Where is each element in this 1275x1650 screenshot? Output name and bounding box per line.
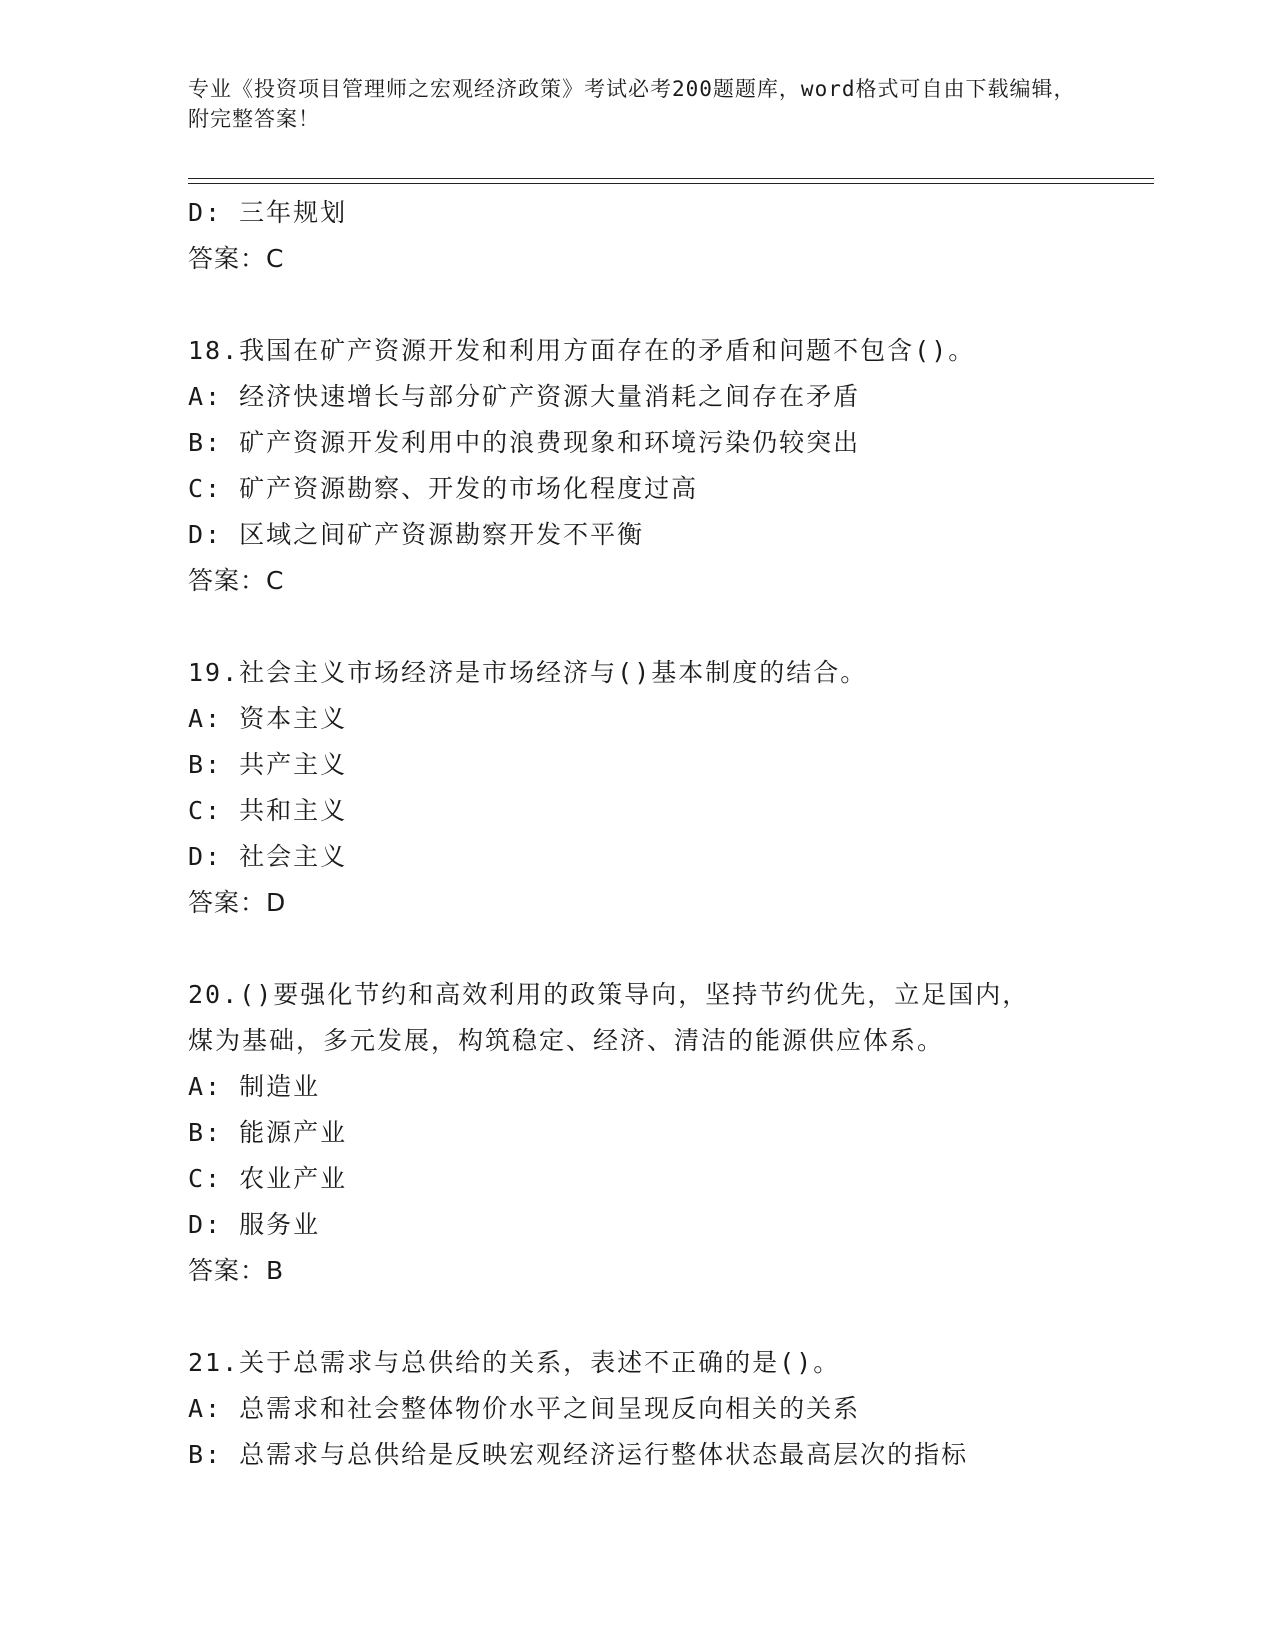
question-stem: 18.我国在矿产资源开发和利用方面存在的矛盾和问题不包含()。 bbox=[188, 336, 976, 365]
option-line: A: 总需求和社会整体物价水平之间呈现反向相关的关系 bbox=[188, 1394, 861, 1423]
header-divider-bottom bbox=[188, 183, 1154, 184]
option-line: B: 能源产业 bbox=[188, 1118, 348, 1147]
question-stem: 19.社会主义市场经济是市场经济与()基本制度的结合。 bbox=[188, 658, 868, 687]
option-line: B: 共产主义 bbox=[188, 750, 348, 779]
option-line: B: 总需求与总供给是反映宏观经济运行整体状态最高层次的指标 bbox=[188, 1440, 969, 1469]
option-line: D: 三年规划 bbox=[188, 198, 348, 227]
answer-line: 答案：B bbox=[188, 1256, 285, 1285]
option-line: C: 矿产资源勘察、开发的市场化程度过高 bbox=[188, 474, 699, 503]
spacer bbox=[188, 1294, 1188, 1340]
document-header: 专业《投资项目管理师之宏观经济政策》考试必考200题题库，word格式可自由下载编辑，附完整答案！ bbox=[188, 77, 1076, 131]
spacer bbox=[188, 282, 1188, 328]
spacer bbox=[188, 926, 1188, 972]
question-stem: 20.()要强化节约和高效利用的政策导向，坚持节约优先，立足国内，煤为基础，多元发展，构筑稳定、经济、清洁的能源供应体系。 bbox=[188, 980, 1030, 1055]
option-line: A: 资本主义 bbox=[188, 704, 348, 733]
document-body bbox=[188, 190, 1188, 1478]
option-line: D: 社会主义 bbox=[188, 842, 348, 871]
option-line: C: 共和主义 bbox=[188, 796, 348, 825]
option-line: A: 制造业 bbox=[188, 1072, 321, 1101]
answer-line: 答案：C bbox=[188, 244, 285, 273]
option-line: B: 矿产资源开发利用中的浪费现象和环境污染仍较突出 bbox=[188, 428, 861, 457]
option-line: C: 农业产业 bbox=[188, 1164, 348, 1193]
spacer bbox=[188, 604, 1188, 650]
option-line: A: 经济快速增长与部分矿产资源大量消耗之间存在矛盾 bbox=[188, 382, 861, 411]
answer-line: 答案：C bbox=[188, 566, 285, 595]
answer-line: 答案：D bbox=[188, 888, 287, 917]
header-divider-top bbox=[188, 178, 1154, 179]
option-line: D: 区域之间矿产资源勘察开发不平衡 bbox=[188, 520, 645, 549]
option-line: D: 服务业 bbox=[188, 1210, 321, 1239]
question-stem: 21.关于总需求与总供给的关系，表述不正确的是()。 bbox=[188, 1348, 841, 1377]
